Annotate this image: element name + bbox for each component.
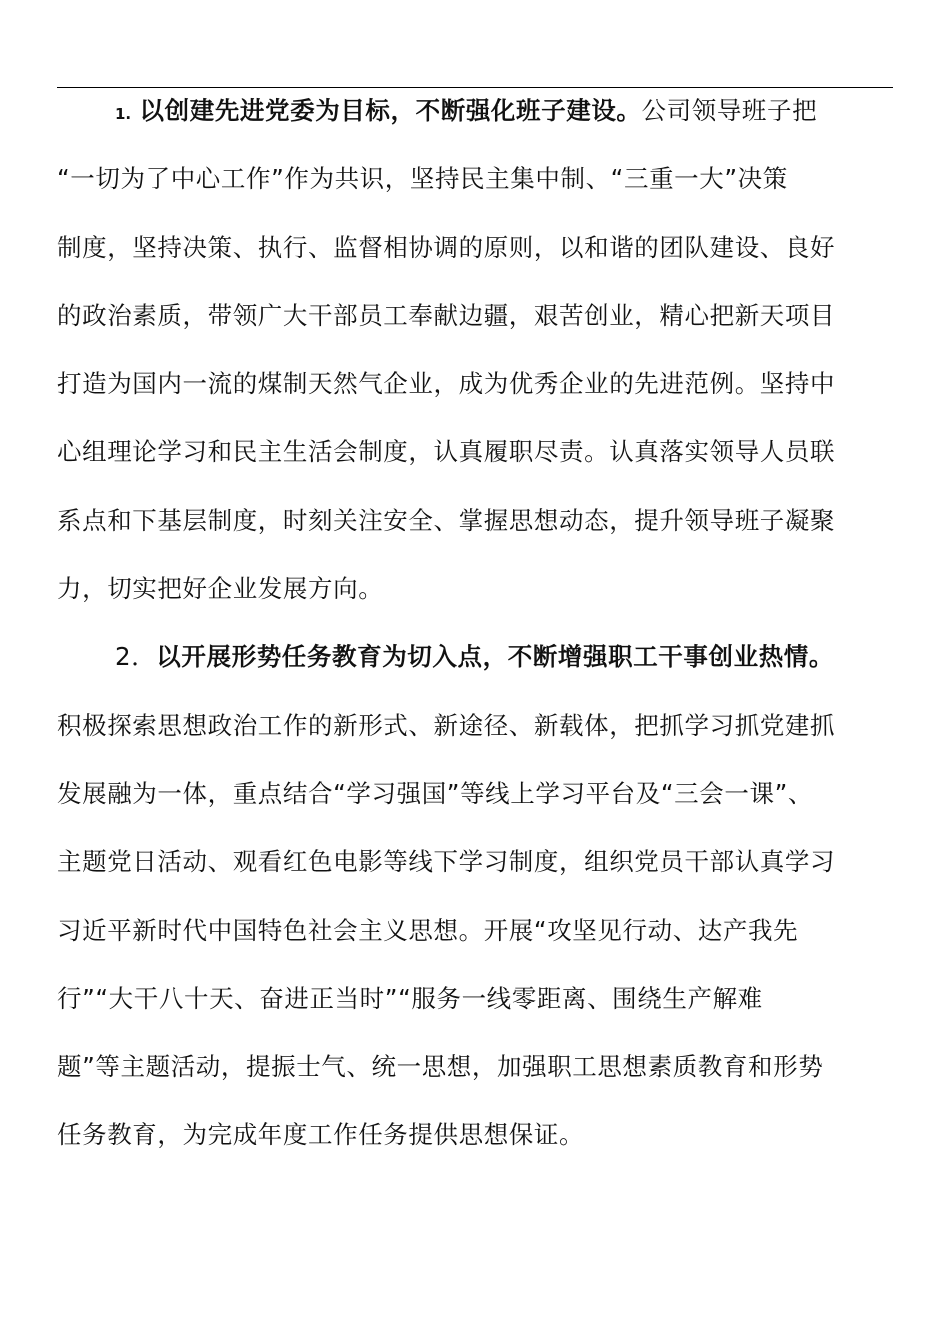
paragraph-2-line-2: 发展融为一体，重点结合“学习强国”等线上学习平台及“三会一课”、	[57, 778, 813, 808]
paragraph-1-line-5: 打造为国内一流的煤制天然气企业，成为优秀企业的先进范例。坚持中	[57, 369, 836, 399]
paragraph-1-line-4: 的政治素质，带领广大干部员工奉献边疆，艰苦创业，精心把新天项目	[57, 300, 836, 330]
paragraph-2-heading-line	[57, 641, 907, 709]
document-body	[57, 95, 907, 1188]
paragraph-2-number: 2．	[115, 642, 157, 672]
paragraph-1-heading: 以创建先进党委为目标，不断强化班子建设。	[139, 96, 642, 125]
paragraph-2-line-1: 积极探索思想政治工作的新形式、新途径、新载体，把抓学习抓党建抓	[57, 710, 836, 740]
paragraph-2-heading: 以开展形势任务教育为切入点，不断增强职工干事创业热情。	[156, 642, 834, 672]
paragraph-1-line-6: 心组理论学习和民主生活会制度，认真履职尽责。认真落实领导人员联	[57, 437, 836, 467]
paragraph-2-line-3: 主题党日活动、观看红色电影等线下学习制度，组织党员干部认真学习	[57, 847, 836, 877]
paragraph-2-line-4: 习近平新时代中国特色社会主义思想。开展“攻坚见行动、达产我先	[57, 915, 799, 945]
paragraph-1-line-3: 制度，坚持决策、执行、监督相协调的原则，以和谐的团队建设、良好	[57, 232, 836, 262]
header-rule	[57, 87, 893, 88]
paragraph-1-line-8: 力，切实把好企业发展方向。	[57, 574, 384, 604]
paragraph-2	[57, 641, 907, 1187]
paragraph-2-line-6: 题”等主题活动，提振士气、统一思想，加强职工思想素质教育和形势	[57, 1052, 824, 1082]
paragraph-2-line-7: 任务教育，为完成年度工作任务提供思想保证。	[57, 1120, 585, 1150]
paragraph-1-line-7: 系点和下基层制度，时刻关注安全、掌握思想动态，提升领导班子凝聚	[57, 505, 836, 535]
paragraph-1-line-2: “一切为了中心工作”作为共识，坚持民主集中制、“三重一大”决策	[57, 164, 788, 194]
paragraph-1-line-1	[57, 95, 907, 163]
paragraph-1-number: 1.	[115, 105, 132, 123]
paragraph-2-line-5: 行”“大干八十天、奋进正当时”“服务一线零距离、围绕生产解难	[57, 983, 763, 1013]
paragraph-1-text: 公司领导班子把	[641, 96, 818, 125]
paragraph-1	[57, 95, 907, 641]
